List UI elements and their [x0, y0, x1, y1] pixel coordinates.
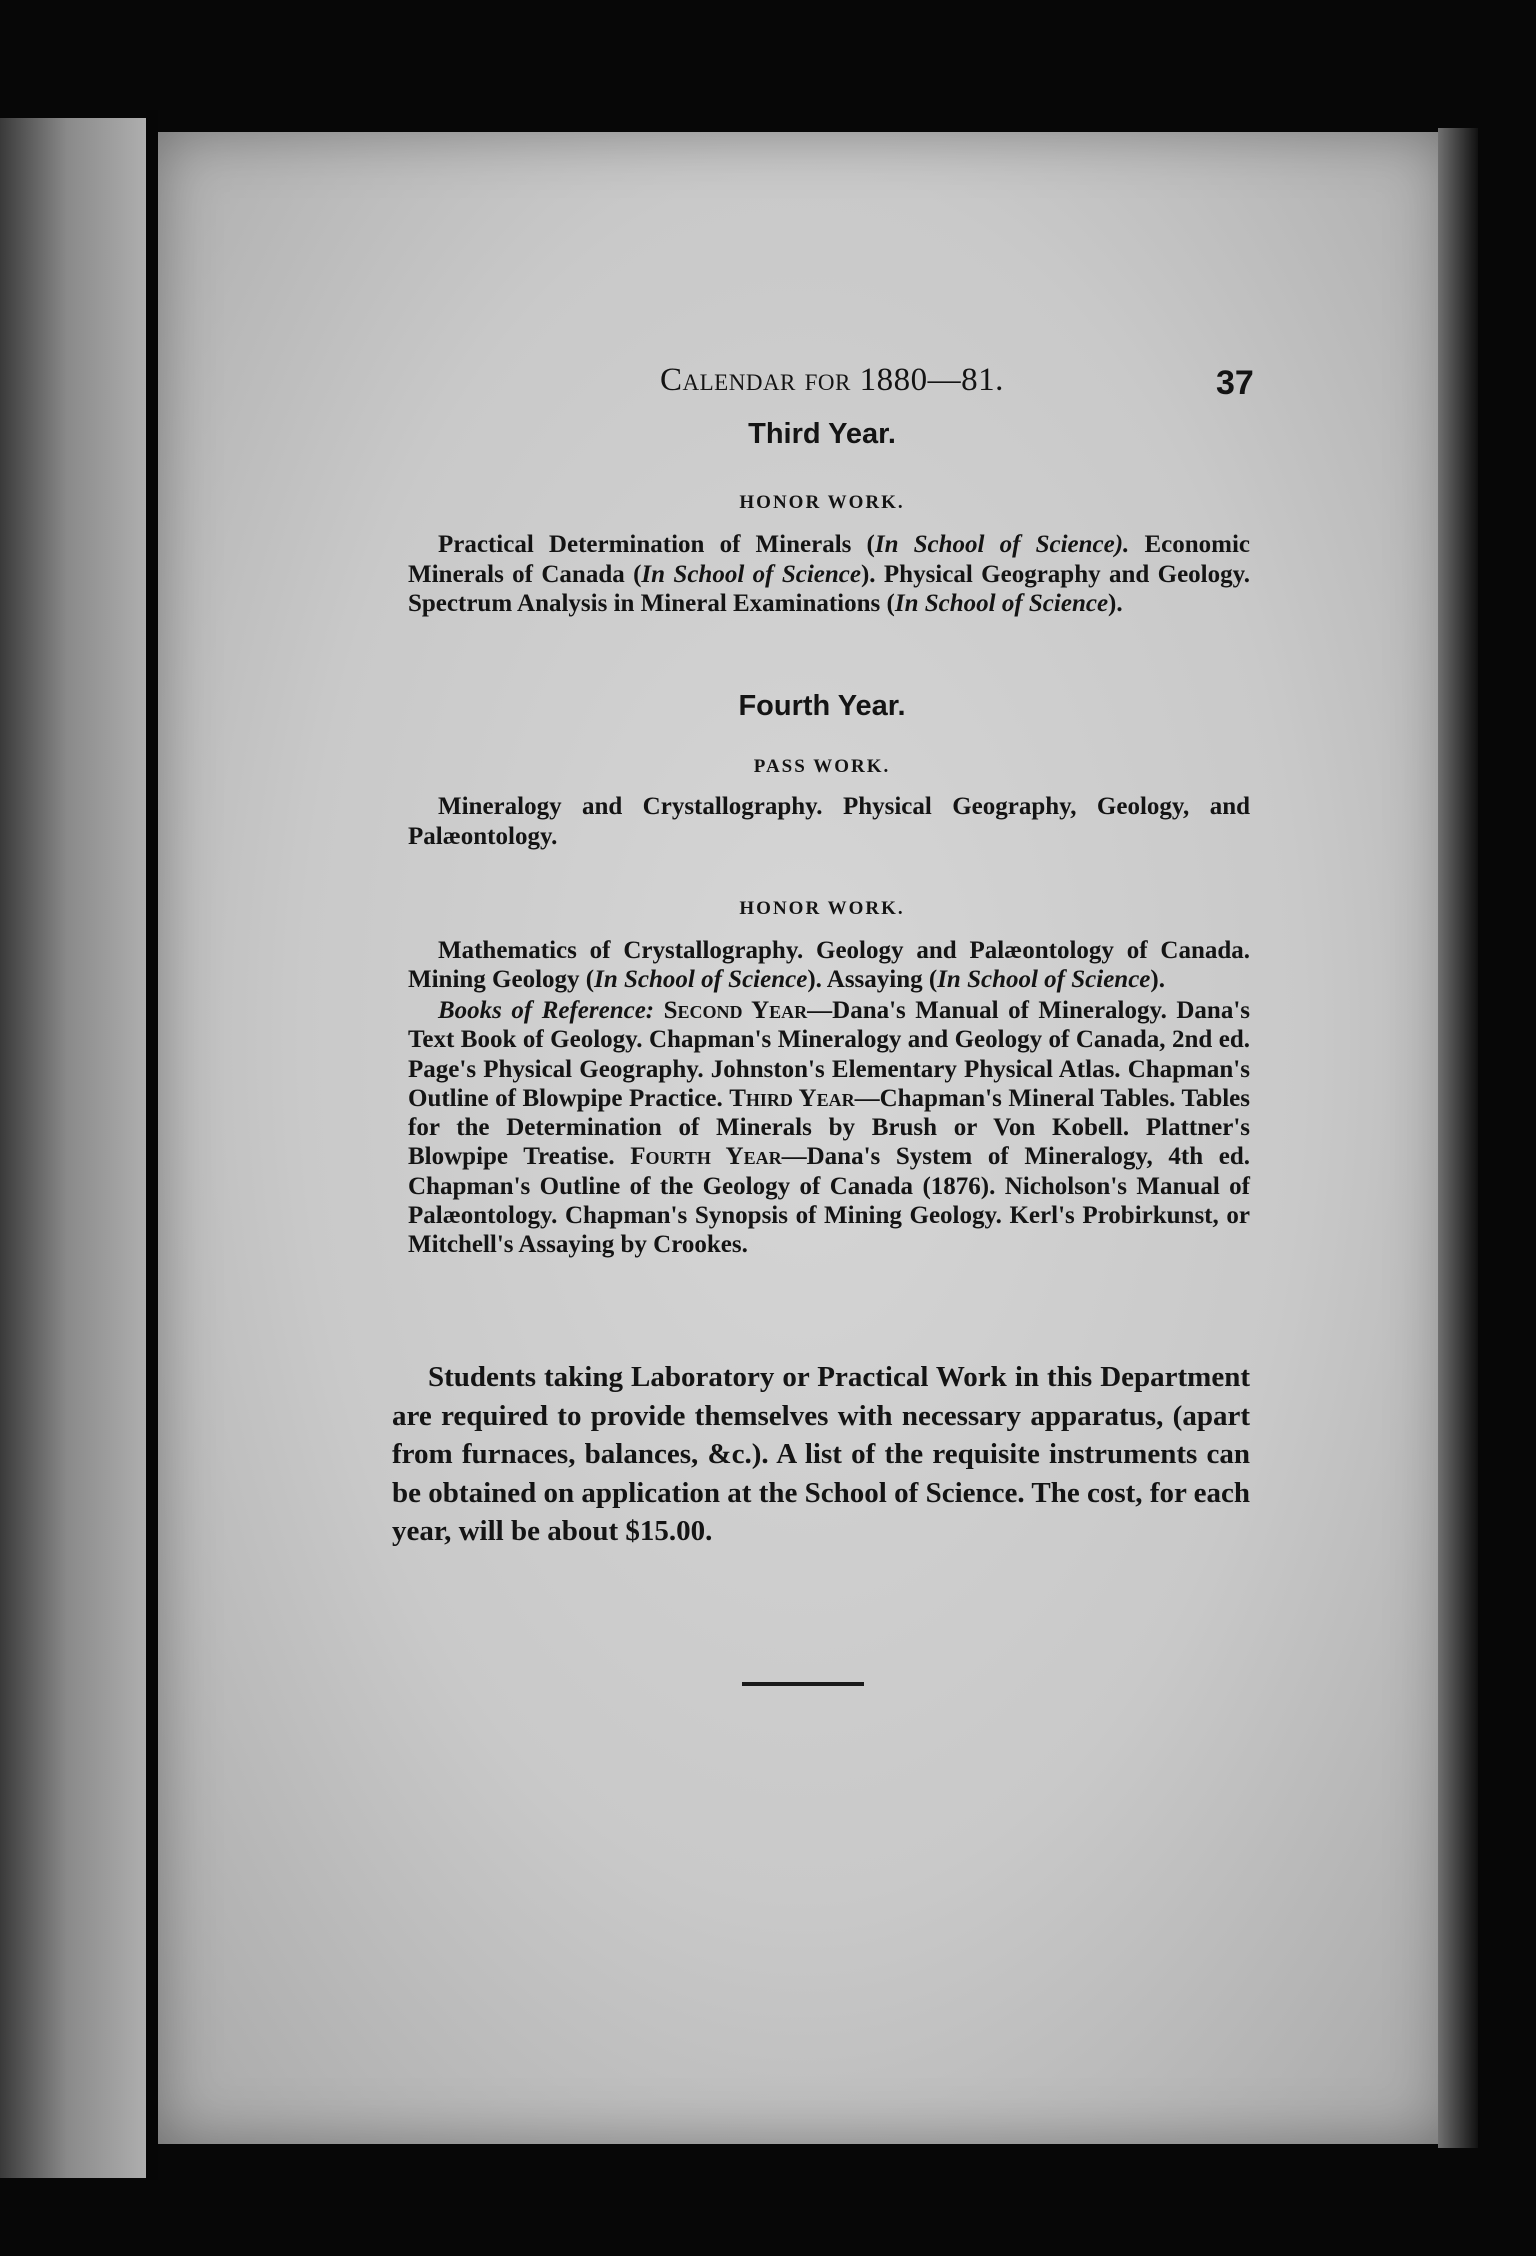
third-year-heading: Third Year.	[748, 418, 896, 450]
text-run-italic: In School of Science	[594, 966, 808, 994]
fourth-year-pass-text: Mineralogy and Crystallography. Physical Geography, Geology, and Palæontology.	[408, 793, 1250, 850]
fourth-year-pass-label: PASS WORK.	[753, 756, 891, 777]
running-title	[660, 362, 1004, 399]
fourth-year-honor-text	[408, 936, 1250, 995]
third-year-books: —Chapman's Mineral Tables. Tables for the Determination of Minerals by Brush or Von Kobell. Plattner's Blowpipe Treatise.	[408, 1084, 1251, 1171]
third-year-honor-text	[408, 530, 1250, 619]
books-lead: Books of Reference:	[438, 997, 655, 1024]
text-run: Economic Minerals of Canada (	[408, 531, 1250, 588]
books-of-reference	[408, 996, 1250, 1260]
text-run: ).	[1150, 966, 1165, 994]
text-run: ).	[1108, 590, 1123, 618]
page-number: 37	[1216, 364, 1254, 402]
text-run-italic: In School of Science	[641, 560, 861, 588]
second-year-books: —Dana's Manual of Mineralogy. Dana's Text Book of Geology. Chapman's Mineralogy and Geology of Canada, 2nd ed. Page's Physical Geography. Johnston's Elementary Physical Atlas. Chapman's Outline of Blowpipe Practice.	[408, 997, 1250, 1112]
text-run-italic: In School of Science	[894, 590, 1109, 618]
page-right-edge	[1438, 128, 1478, 2148]
closing-rule	[742, 1682, 864, 1686]
fourth-year-honor-label: HONOR WORK.	[739, 898, 905, 919]
text-run-italic: In School of Science).	[874, 531, 1130, 558]
text-run-italic: In School of Science	[937, 966, 1151, 994]
third-year-label: Third Year	[729, 1084, 855, 1112]
text-run: Practical Determination of Minerals (	[438, 531, 875, 558]
fourth-year-heading: Fourth Year.	[738, 690, 906, 722]
second-year-label: Second Year	[663, 997, 808, 1024]
apparatus-notice: Students taking Laboratory or Practical Work in this Department are required to provide themselves with necessary apparatus, (apart from furnaces, balances, &c.). A list of the requisite instruments can be obtained on application at the School of Science. The cost, for each year, will be about $15.00.	[392, 1361, 1250, 1547]
text-run: ). Assaying (	[807, 966, 938, 994]
text-run: Mathematics of Crystallography. Geology and Palæontology of Canada. Mining Geology (	[408, 937, 1250, 994]
text-run: ). Physical Geography and Geology. Spectrum Analysis in Mineral Examinations (	[408, 560, 1250, 618]
fourth-year-books: —Dana's System of Mineralogy, 4th ed. Chapman's Outline of the Geology of Canada (1876). Nicholson's Manual of Palæontology. Chapman's Synopsis of Mining Geology. Kerl's Probirkunst, or Mitchell's Assaying by Crookes.	[408, 1143, 1250, 1259]
running-title-text: Calendar for 1880—81.	[660, 362, 1004, 398]
third-year-honor-label: HONOR WORK.	[739, 492, 905, 513]
facing-page-edge	[0, 118, 150, 2178]
book-gutter	[146, 110, 158, 2180]
fourth-year-label: Fourth Year	[630, 1143, 782, 1171]
